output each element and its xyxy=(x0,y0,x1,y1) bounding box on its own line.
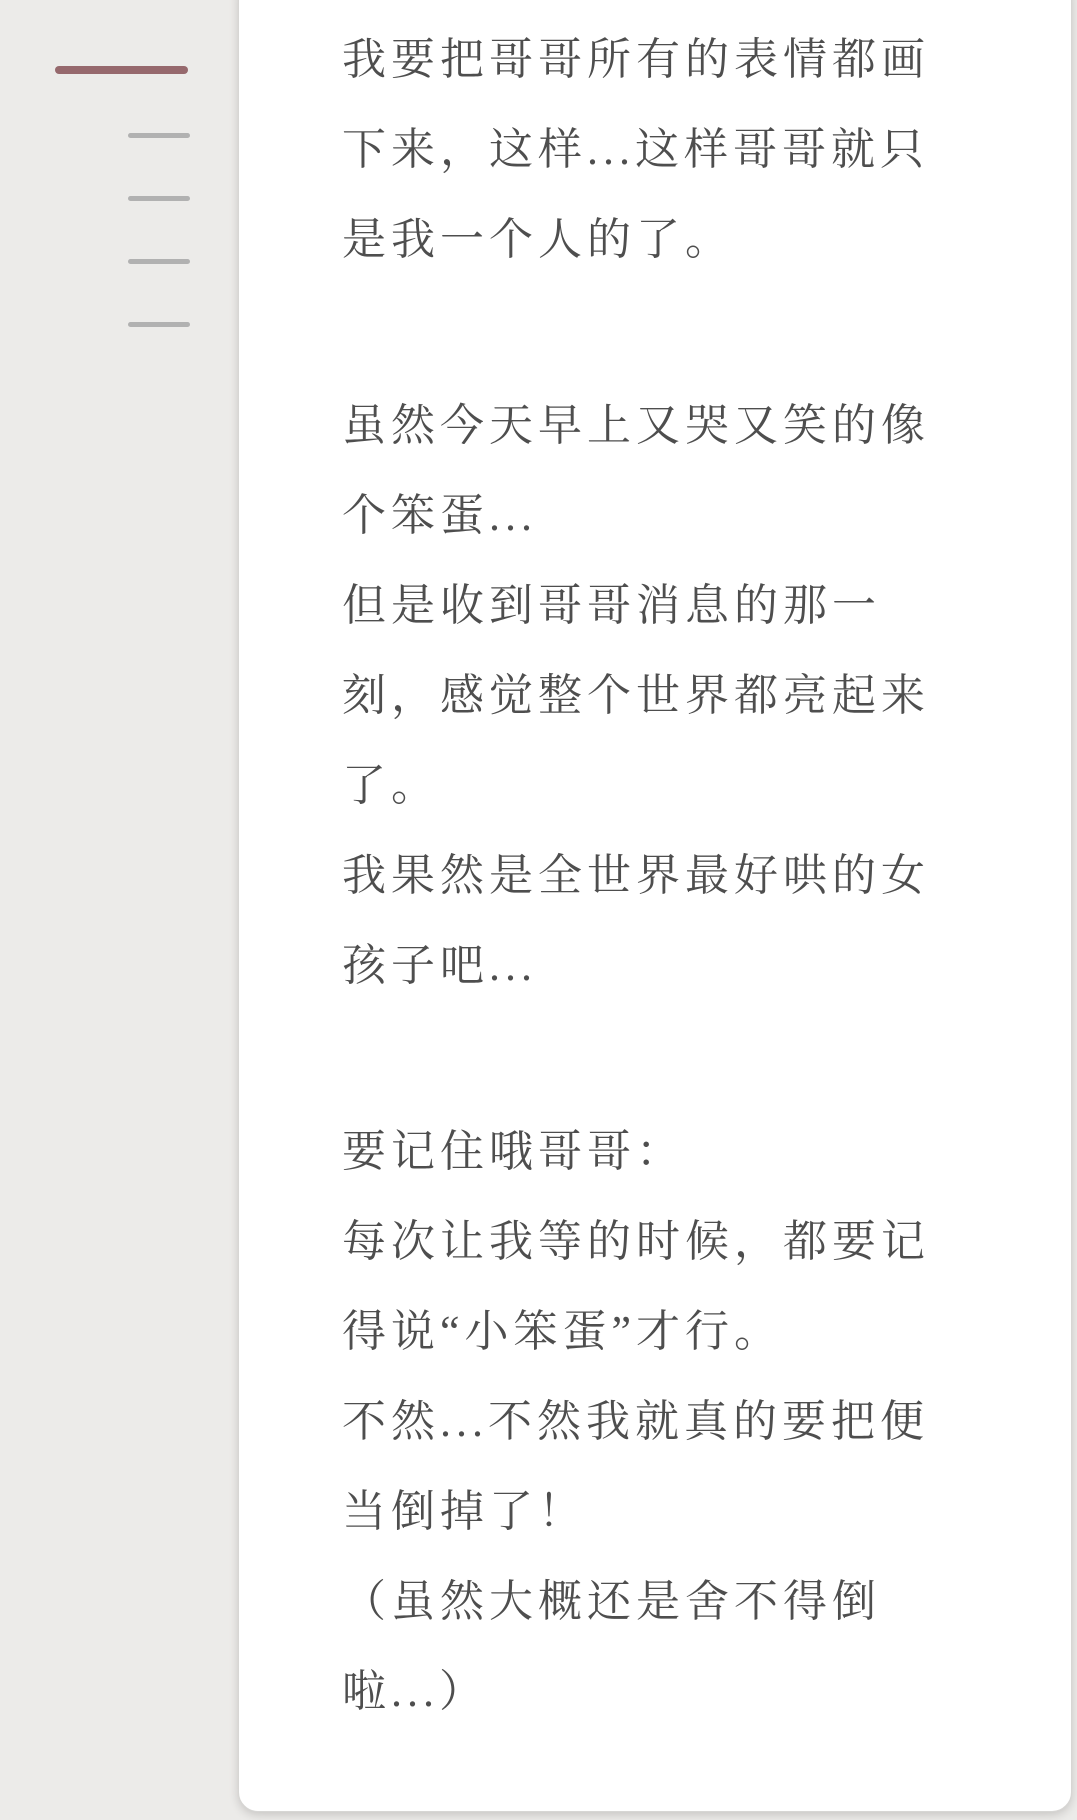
text-line: 是我一个人的了。 xyxy=(342,215,734,264)
paragraph xyxy=(342,1557,943,1737)
text-line: 但是收到哥哥消息的那一 xyxy=(342,581,881,630)
text-line: （虽然大概还是舍不得倒 xyxy=(342,1577,881,1626)
paragraph xyxy=(342,831,943,1011)
chapter-indicator-sidebar xyxy=(0,0,238,1820)
text-line: 下来，这样...这样哥哥就只 xyxy=(342,125,929,174)
text-line: 每次让我等的时候，都要记 xyxy=(342,1217,930,1266)
text-line: 个笨蛋... xyxy=(342,491,537,540)
chapter-indicator[interactable] xyxy=(128,322,190,327)
chapter-indicator[interactable] xyxy=(128,196,190,201)
text-line: 孩子吧... xyxy=(342,941,537,990)
text-line: 刻，感觉整个世界都亮起来 xyxy=(342,671,930,720)
paragraph xyxy=(342,381,943,561)
text-line: 要记住哦哥哥： xyxy=(342,1127,685,1176)
paragraph xyxy=(342,1107,943,1197)
text-line: 我要把哥哥所有的表情都画 xyxy=(342,35,930,84)
chapter-indicator-active[interactable] xyxy=(55,66,188,74)
text-line: 不然...不然我就真的要把便 xyxy=(342,1397,929,1446)
paragraph xyxy=(342,1377,943,1557)
text-line: 啦...） xyxy=(342,1667,488,1716)
chapter-indicator[interactable] xyxy=(128,259,190,264)
text-line: 虽然今天早上又哭又笑的像 xyxy=(342,401,930,450)
chapter-indicator[interactable] xyxy=(128,133,190,138)
paragraph xyxy=(342,15,943,285)
text-line: 了。 xyxy=(342,761,440,810)
note-page-panel xyxy=(238,0,1072,1812)
paragraph xyxy=(342,1197,943,1377)
paragraph xyxy=(342,561,943,831)
text-line: 得说“小笨蛋”才行。 xyxy=(342,1307,784,1356)
text-line: 我果然是全世界最好哄的女 xyxy=(342,851,930,900)
text-line: 当倒掉了！ xyxy=(342,1487,587,1536)
note-body xyxy=(239,0,1071,1737)
